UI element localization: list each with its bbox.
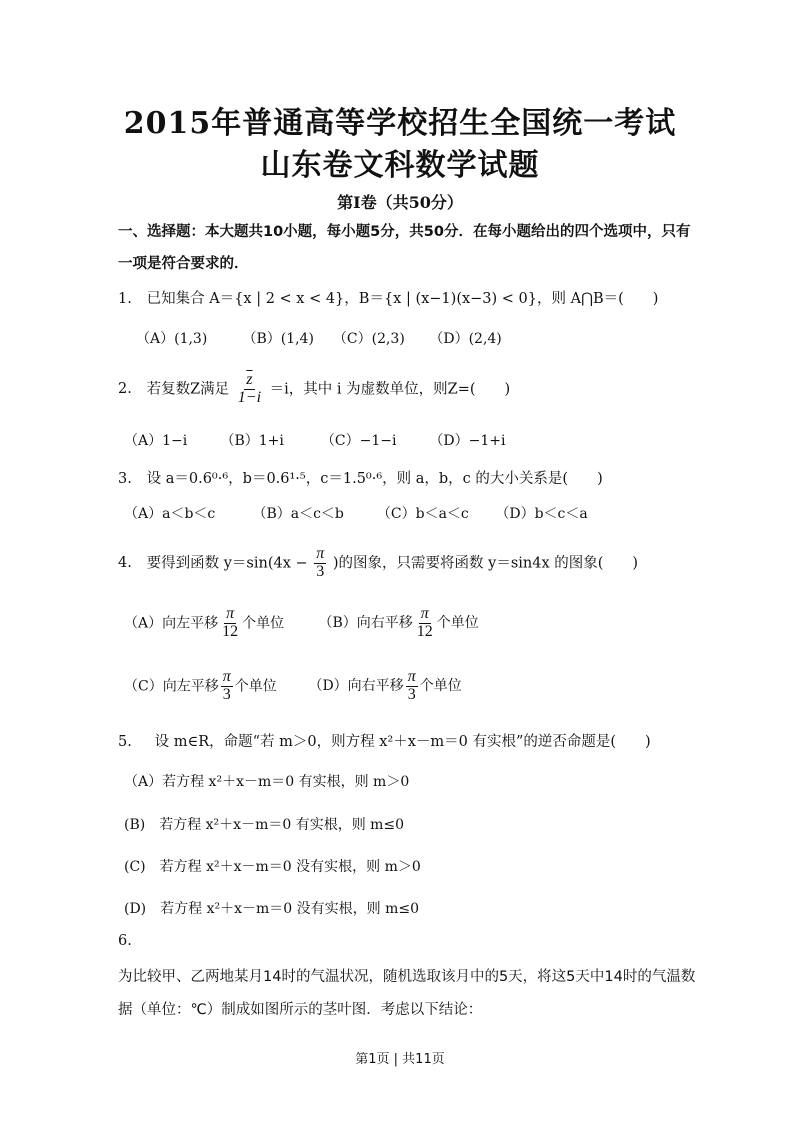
question-2-number: 2. bbox=[118, 381, 132, 398]
question-3-text: 设 a＝0.6⁰·⁶，b＝0.6¹·⁵，c＝1.5⁰·⁶，则 a，b，c 的大小关系是( ) bbox=[146, 471, 603, 487]
question-6-text-line2: 据（单位：℃）制成如图所示的茎叶图．考虑以下结论： bbox=[118, 1002, 483, 1018]
question-2-fraction bbox=[236, 372, 263, 407]
question-4-post: )的图象，只需要将函数 y＝sin4x 的图象( ) bbox=[332, 555, 639, 572]
question-3-option-c: （C）b＜a＜c bbox=[376, 506, 469, 522]
question-4-pre: 要得到函数 y＝sin(4x − bbox=[146, 555, 308, 572]
question-4-option-d-fraction bbox=[406, 669, 418, 704]
question-5-number: 5. bbox=[118, 734, 132, 750]
question-5-option-b: (B) 若方程 x²＋x－m＝0 有实根，则 m≤0 bbox=[124, 817, 405, 833]
question-2-option-c: （C）−1−i bbox=[320, 433, 397, 449]
question-4-fraction-numerator: π bbox=[316, 545, 325, 562]
question-2-post: ＝i，其中 i 为虚数单位，则Z=( ) bbox=[269, 381, 511, 398]
section-instruction-line2: 一项是符合要求的． bbox=[118, 256, 249, 272]
part-label: 第Ⅰ卷（共50分） bbox=[337, 193, 463, 212]
question-4-option-a-post: 个单位 bbox=[242, 615, 285, 632]
question-3-option-d: （D）b＜c＜a bbox=[495, 506, 588, 522]
question-4-number: 4. bbox=[118, 555, 132, 572]
question-1-option-d: （D）(2,4) bbox=[429, 331, 502, 347]
question-6-number: 6. bbox=[118, 933, 132, 949]
question-3-number: 3. bbox=[118, 471, 132, 487]
question-2-option-b: （B）1+i bbox=[220, 433, 284, 449]
question-5-option-c: (C) 若方程 x²＋x－m＝0 没有实根，则 m＞0 bbox=[124, 859, 421, 875]
question-4-option-a-pre: （A）向左平移 bbox=[124, 615, 219, 632]
question-1-options bbox=[136, 328, 502, 348]
question-2-stem bbox=[118, 372, 510, 407]
question-4-option-d-numerator: π bbox=[407, 668, 416, 685]
question-4-option-c-denominator: 3 bbox=[222, 685, 231, 703]
paper-title-line1: 2015年普通高等学校招生全国统一考试 bbox=[123, 106, 677, 141]
page-footer: 第1页 | 共11页 bbox=[355, 1052, 445, 1067]
question-4-option-b-denominator: 12 bbox=[416, 622, 433, 640]
question-1-text: 已知集合 A＝{x | 2 < x < 4}，B＝{x | (x−1)(x−3) < 0}，则 A⋂B＝( ) bbox=[146, 291, 659, 307]
question-4-option-a-fraction bbox=[220, 606, 240, 641]
question-3-option-b: （B）a＜c＜b bbox=[252, 506, 344, 522]
question-4-option-b-fraction bbox=[415, 606, 435, 641]
question-4-option-c-fraction bbox=[221, 669, 233, 704]
question-5-text: 设 m∈R，命题“若 m＞0，则方程 x²＋x－m＝0 有实根”的逆否命题是( ) bbox=[154, 734, 651, 750]
question-4-option-c-numerator: π bbox=[222, 668, 231, 685]
question-4-option-c-pre: （C）向左平移 bbox=[124, 678, 219, 695]
question-3-options bbox=[124, 503, 588, 523]
question-1-number: 1. bbox=[118, 291, 132, 307]
question-4-option-d-post: 个单位 bbox=[419, 678, 462, 695]
question-2-option-a: （A）1−i bbox=[124, 433, 188, 449]
question-4-option-d-denominator: 3 bbox=[407, 685, 416, 703]
question-4-fraction bbox=[314, 546, 326, 581]
question-3-option-a: （A）a＜b＜c bbox=[124, 506, 216, 522]
question-1-option-b: （B）(1,4) bbox=[242, 331, 314, 347]
question-4-option-a bbox=[124, 606, 314, 641]
question-2-pre: 若复数Z满足 bbox=[146, 381, 230, 398]
question-4-option-d-pre: （D）向右平移 bbox=[308, 678, 404, 695]
question-4-option-a-numerator: π bbox=[226, 605, 235, 622]
question-4-option-c bbox=[124, 669, 304, 704]
question-4-options-row1 bbox=[124, 606, 479, 641]
question-2-options bbox=[124, 430, 505, 450]
question-5-stem bbox=[118, 730, 651, 751]
question-1-option-a: （A）(1,3) bbox=[136, 331, 208, 347]
question-1-option-c: （C）(2,3) bbox=[332, 331, 405, 347]
question-4-option-a-denominator: 12 bbox=[222, 622, 239, 640]
question-4-stem bbox=[118, 546, 638, 581]
paper-title-line2: 山东卷文科数学试题 bbox=[260, 148, 540, 183]
question-4-option-d bbox=[308, 668, 462, 703]
question-4-fraction-denominator: 3 bbox=[316, 562, 325, 580]
question-5-option-d: (D) 若方程 x²＋x－m＝0 没有实根，则 m≤0 bbox=[124, 901, 419, 917]
question-3-stem bbox=[118, 467, 603, 488]
question-4-option-b-numerator: π bbox=[420, 605, 429, 622]
question-4-option-b-post: 个单位 bbox=[436, 615, 479, 632]
question-2-fraction-numerator: $\overline{z}$ bbox=[246, 371, 253, 388]
question-4-options-row2 bbox=[124, 669, 462, 704]
question-4-option-c-post: 个单位 bbox=[234, 678, 277, 695]
question-2-option-d: （D）−1+i bbox=[429, 433, 506, 449]
section-instruction-line1: 一、选择题：本大题共10小题，每小题5分，共50分．在每小题给出的四个选项中，只有 bbox=[118, 224, 691, 240]
question-4-option-b bbox=[318, 605, 479, 640]
question-6-text-line1: 为比较甲、乙两地某月14时的气温状况，随机选取该月中的5天，将这5天中14时的气温数 bbox=[118, 969, 696, 985]
question-2-fraction-denominator: 1−i bbox=[237, 388, 262, 406]
question-5-option-a: （A）若方程 x²＋x－m＝0 有实根，则 m＞0 bbox=[124, 774, 410, 790]
question-4-option-b-pre: （B）向右平移 bbox=[318, 615, 413, 632]
question-1-stem bbox=[118, 287, 658, 308]
